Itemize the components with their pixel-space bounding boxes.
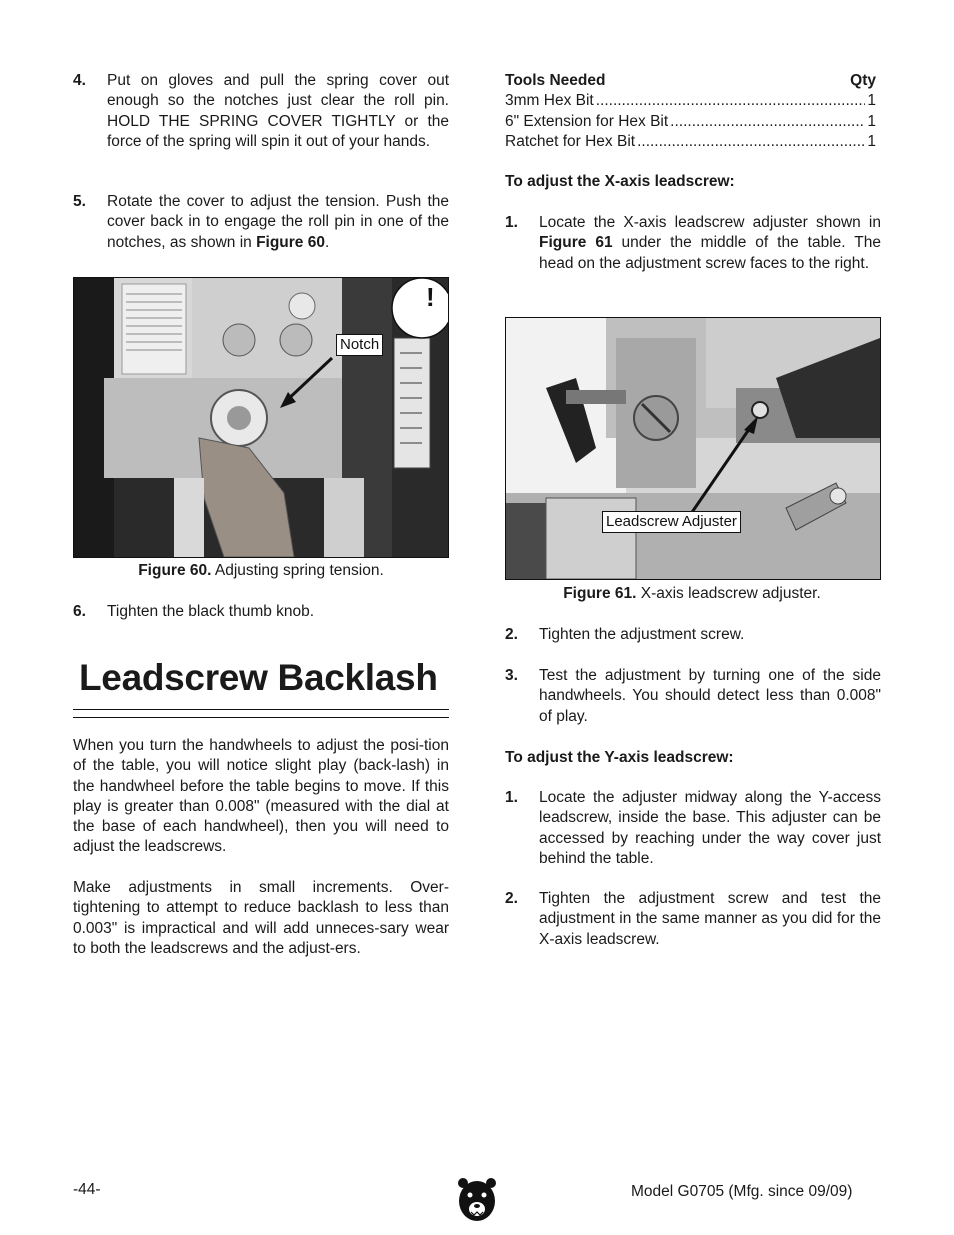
x-step-2 [505,625,881,645]
figure-reference: Figure 61 [539,234,613,252]
step-text: Test the adjustment by turning one of the side handwheels. You should detect less than 0.008" of play. [539,667,881,725]
tool-item: 3mm Hex Bit ..... 1 [505,91,876,111]
page-number: -44- [73,1181,101,1198]
intro-paragraph-2: Make adjustments in small increments. Over-tightening to attempt to reduce backlash to less than 0.003" is impractical and will add unneces-sary wear to both the leadscrews and the adjust-ers. [73,879,449,957]
tool-item: Ratchet for Hex Bit ..... 1 [505,132,876,152]
y-step-1 [505,788,881,869]
step-text: Put on gloves and pull the spring cover out enough so the notches just clear the roll pin. HOLD THE SPRING COVER TIGHTLY or the force of the spring will spin it out of your hands. [107,72,449,150]
tools-needed-list [505,71,876,152]
step-5 [73,192,449,253]
step-text: Tighten the adjustment screw and test the adjustment in the same manner as you did for the X-axis leadscrew. [539,890,881,948]
figure-61-photo [505,317,881,580]
title-rule-bottom [73,717,449,718]
figure-reference: Figure 60 [256,233,325,251]
leadscrew-illustration [506,318,880,579]
bear-logo-icon [457,1177,497,1223]
step-number: 1. [505,214,518,231]
step-number: 3. [505,667,518,684]
title-rule-top [73,709,449,710]
step-number: 6. [73,603,86,620]
svg-text:!: ! [426,282,435,312]
step-text: Tighten the adjustment screw. [539,626,745,643]
step-6 [73,602,449,622]
figure-61-caption: Figure 61. X-axis leadscrew adjuster. [563,585,821,602]
step-text: Rotate the cover to adjust the tension. Push the cover back in to engage the roll pin in one of the notches, as shown in Figure 60. [107,193,449,251]
y-step-2 [505,889,881,950]
model-info: Model G0705 (Mfg. since 09/09) [631,1183,853,1200]
step-text: Tighten the black thumb knob. [107,603,315,620]
step-number: 5. [73,193,86,210]
y-axis-heading: To adjust the Y-axis leadscrew: [505,749,734,766]
drill-press-illustration [74,278,448,557]
step-4 [73,71,449,152]
notch-callout: Notch [336,334,383,356]
section-title: Leadscrew Backlash [79,657,438,698]
step-number: 2. [505,626,518,643]
x-step-3 [505,666,881,727]
step-text: Locate the X-axis leadscrew adjuster shown in Figure 61 under the middle of the table. The head on the adjustment screw faces to the right. [539,214,881,272]
step-number: 4. [73,72,86,89]
step-text: Locate the adjuster midway along the Y-access leadscrew, inside the base. This adjuster can be accessed by reaching under the way cover just behind the table. [539,789,881,867]
figure-60-photo [73,277,449,558]
x-axis-heading: To adjust the X-axis leadscrew: [505,173,735,190]
leadscrew-adjuster-callout: Leadscrew Adjuster [602,511,741,533]
x-step-1 [505,213,881,274]
tools-header: Tools Needed Qty [505,72,876,89]
step-number: 2. [505,890,518,907]
tool-item: 6" Extension for Hex Bit ..... 1 [505,112,876,132]
intro-paragraph-1: When you turn the handwheels to adjust the posi-tion of the table, you will notice slight play (back-lash) in the handwheel before the table begins to move. If this play is greater than 0.008" (measured with the dial at the base of each handwheel), then you will need to adjust the leadscrews. [73,737,449,856]
figure-60-caption: Figure 60. Adjusting spring tension. [138,562,384,579]
step-number: 1. [505,789,518,806]
